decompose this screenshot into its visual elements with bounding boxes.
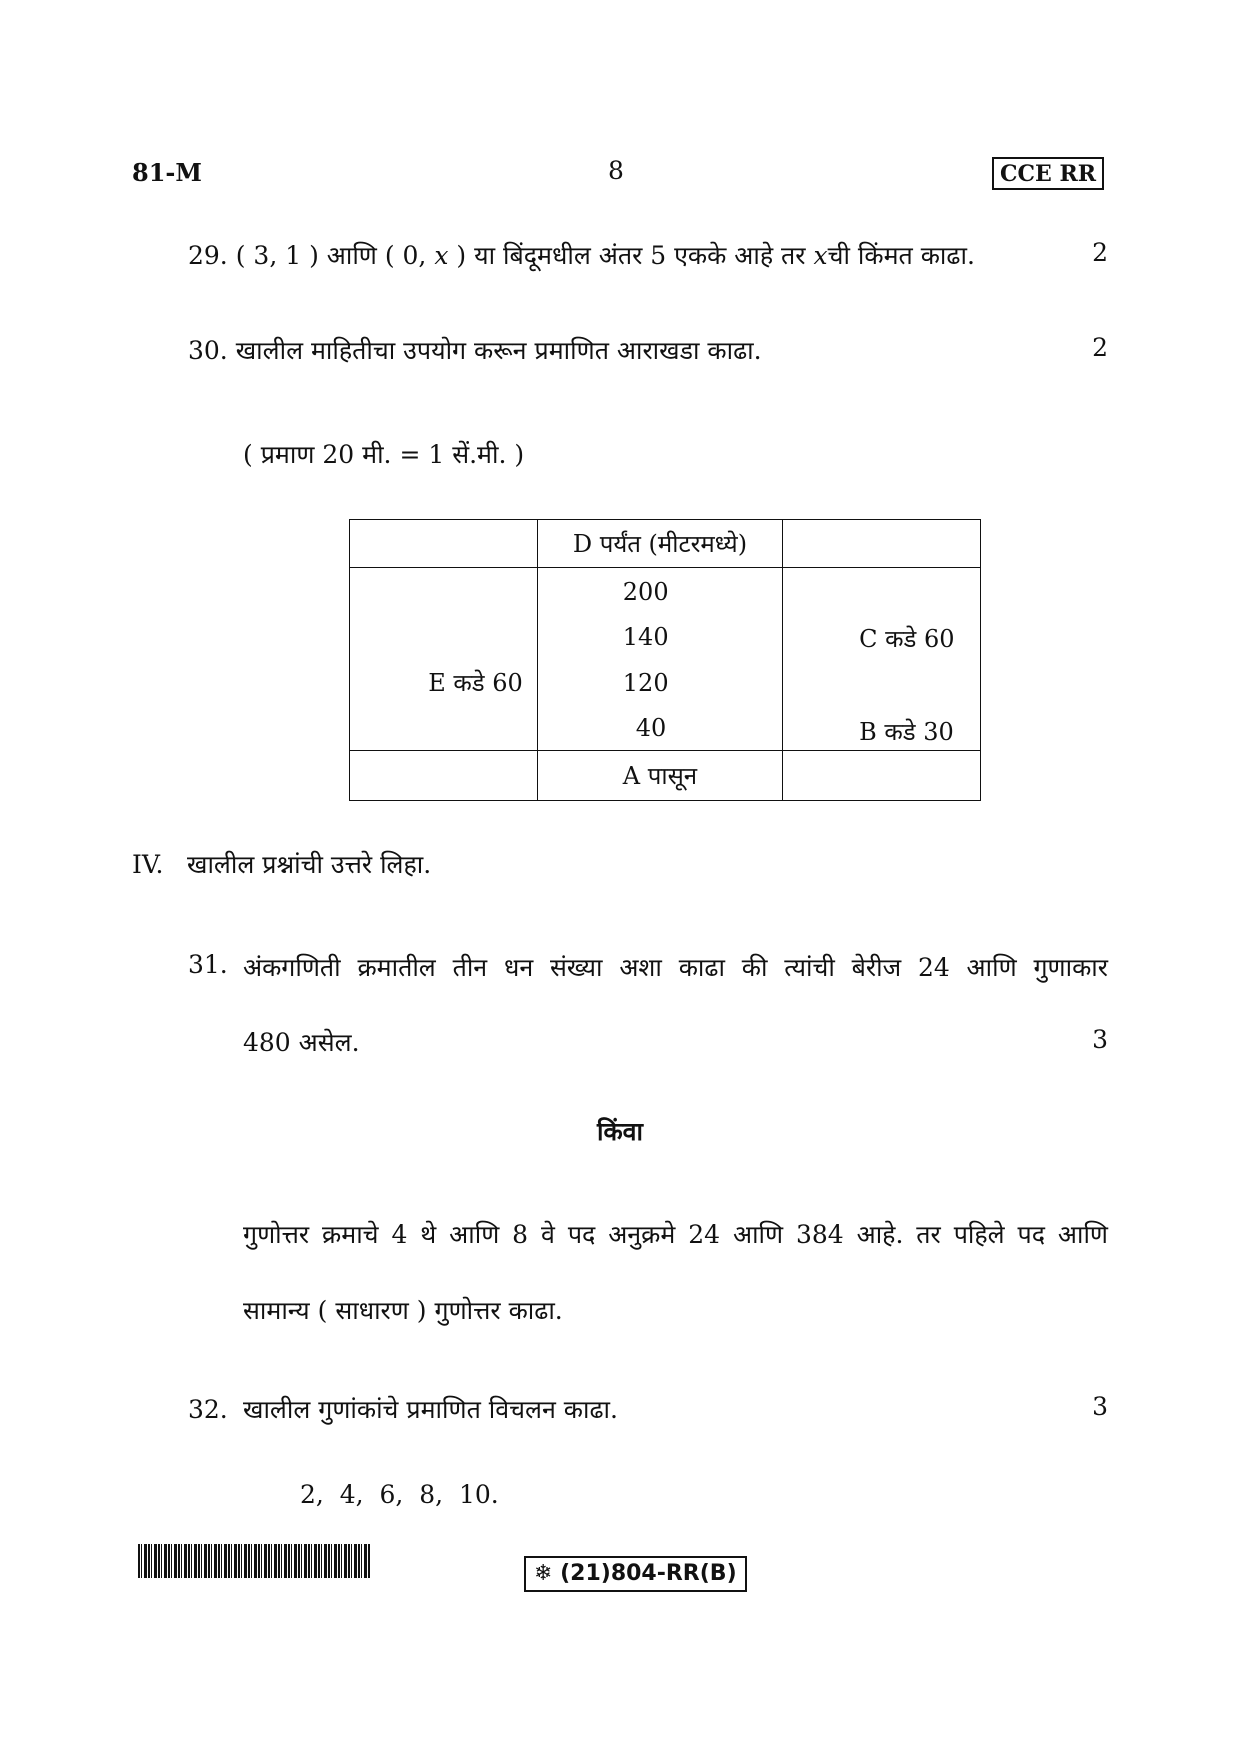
variable-x: x: [813, 241, 828, 270]
chainage-value: 200: [622, 578, 669, 606]
question-number: 31.: [188, 950, 228, 979]
section-text: खालील प्रश्नांची उत्तरे लिहा.: [187, 850, 432, 879]
question-30: [188, 333, 762, 367]
marks-32: 3: [1092, 1392, 1108, 1421]
table-cell: [783, 751, 981, 801]
question-text: ची किंमत काढा.: [827, 241, 975, 270]
chainage-value: 140: [622, 623, 669, 651]
page-number: 8: [608, 156, 624, 185]
question-text: खालील माहितीचा उपयोग करून प्रमाणित आराखडा काढा.: [235, 336, 762, 365]
variable-x: x: [434, 241, 449, 270]
chainage-cell: [537, 568, 782, 751]
question-29: [188, 238, 975, 272]
question-31: [188, 950, 1108, 984]
marks-29: 2: [1092, 238, 1108, 267]
table-footer: A पासून: [537, 751, 782, 801]
footer-code: ❄ (21)804-RR(B): [524, 1556, 747, 1592]
field-book-table: [349, 519, 981, 801]
alt-question-text: गुणोत्तर क्रमाचे 4 थे आणि 8 वे पद अनुक्रमे 24 आणि 384 आहे. तर पहिले पद आणि: [243, 1220, 1108, 1249]
chainage-value: 40: [635, 714, 667, 742]
left-entry: E कडे 60: [428, 669, 523, 697]
right-offset-cell: [783, 568, 981, 751]
question-text: ) या बिंदूमधील अंतर 5 एकके आहे तर: [456, 241, 806, 270]
question-number: 29.: [188, 241, 228, 270]
marks-31: 3: [1092, 1025, 1108, 1054]
left-offset-cell: [350, 568, 538, 751]
question-text: अंकगणिती क्रमातील तीन धन संख्या अशा काढा की त्यांची बेरीज 24 आणि गुणाकार: [243, 953, 1108, 982]
table-cell: [350, 751, 538, 801]
question-text: खालील गुणांकांचे प्रमाणित विचलन काढा.: [243, 1395, 618, 1424]
chainage-value: 120: [622, 669, 669, 697]
data-values: 2, 4, 6, 8, 10.: [300, 1480, 499, 1509]
section-heading: [132, 847, 431, 881]
paper-tag: CCE RR: [992, 157, 1104, 190]
right-entry: C कडे 60: [859, 625, 955, 653]
table-header: D पर्यंत (मीटरमध्ये): [537, 520, 782, 568]
question-text: ( 3, 1 ) आणि ( 0,: [235, 241, 427, 270]
section-number: IV.: [132, 850, 164, 879]
right-entry: B कडे 30: [859, 718, 954, 746]
barcode: [138, 1544, 370, 1578]
table-cell: [350, 520, 538, 568]
alt-question-text: सामान्य ( साधारण ) गुणोत्तर काढा.: [243, 1296, 563, 1325]
question-32: [188, 1392, 618, 1426]
table-cell: [783, 520, 981, 568]
scale-note: ( प्रमाण 20 मी. = 1 सें.मी. ): [243, 440, 525, 469]
paper-code: 81-M: [132, 158, 202, 187]
marks-30: 2: [1092, 333, 1108, 362]
or-heading: किंवा: [596, 1117, 644, 1146]
question-number: 30.: [188, 336, 228, 365]
question-text: 480 असेल.: [243, 1028, 360, 1057]
question-number: 32.: [188, 1395, 228, 1424]
